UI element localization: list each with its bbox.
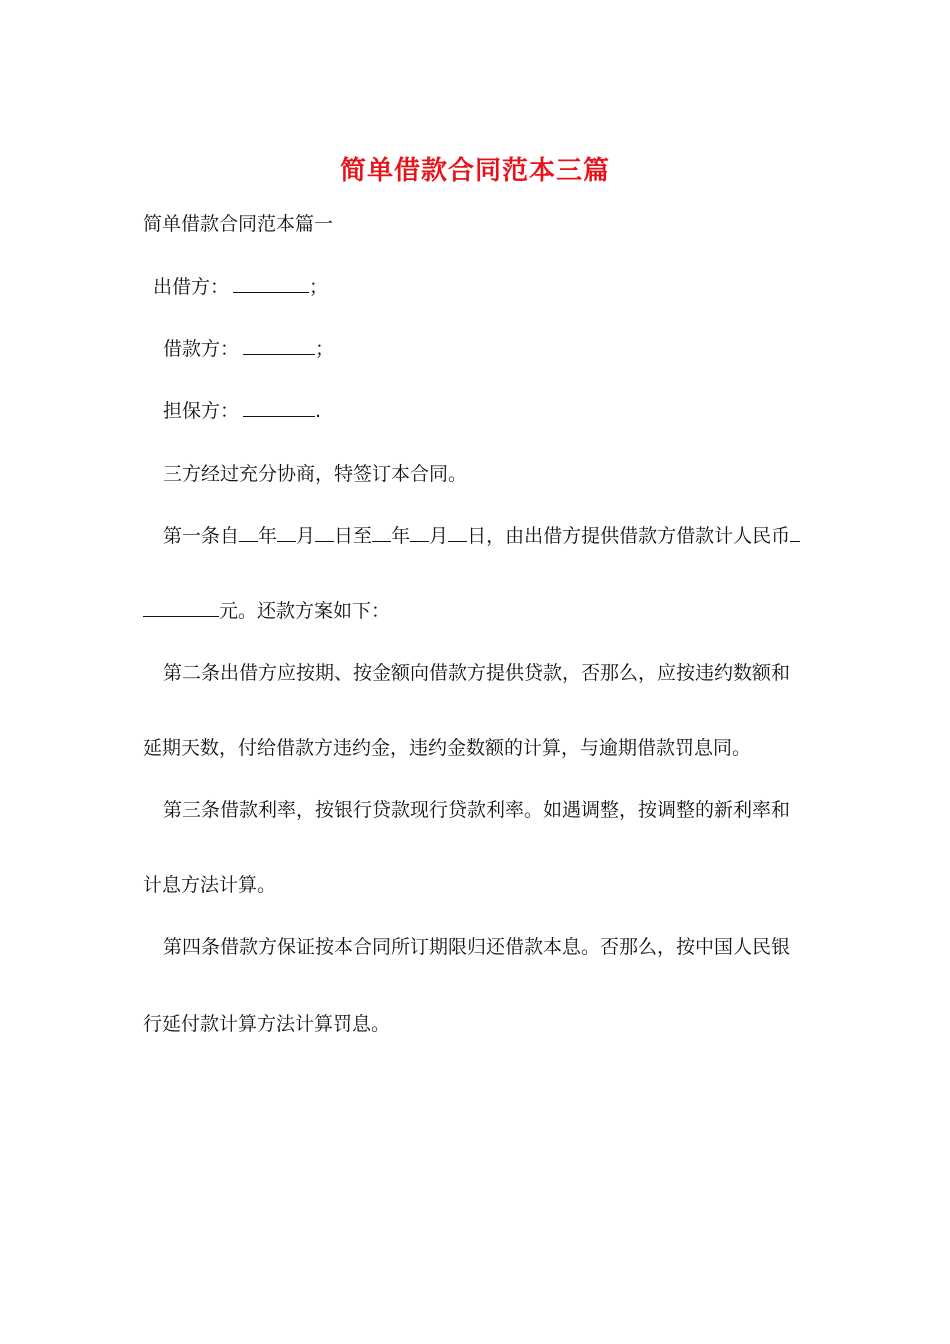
article1-line1 (163, 524, 800, 548)
borrower-blank (243, 337, 315, 355)
lender-line (153, 275, 328, 299)
article4-line1: 第四条借款方保证按本合同所订期限归还借款本息。否那么，按中国人民银 (163, 936, 791, 958)
year-blank-2 (372, 524, 391, 542)
lender-label: 出借方： (153, 276, 230, 298)
article1-text-start: 第一条自 (163, 525, 240, 547)
article2-line2: 延期天数，付给借款方违约金，违约金数额的计算，与逾期借款罚息同。 (143, 737, 752, 759)
document-title: 简单借款合同范本三篇 (339, 156, 610, 186)
guarantor-end: . (315, 400, 322, 422)
intro-paragraph: 三方经过充分协商，特签订本合同。 (163, 463, 468, 485)
amount-blank-start (790, 524, 800, 542)
article3-line2: 计息方法计算。 (143, 874, 277, 896)
year-blank-1 (239, 524, 258, 542)
month-label-1: 月 (296, 525, 316, 547)
guarantor-blank (243, 399, 315, 417)
article1-tail: 元。还款方案如下： (219, 600, 391, 622)
borrower-end: ； (315, 338, 335, 360)
section-heading: 简单借款合同范本篇一 (143, 213, 334, 235)
guarantor-label: 担保方： (163, 400, 240, 422)
year-label-1: 年 (258, 525, 278, 547)
article2-line1: 第二条出借方应按期、按金额向借款方提供贷款，否那么，应按违约数额和 (163, 662, 791, 684)
borrower-label: 借款方： (163, 338, 240, 360)
borrower-line (163, 337, 334, 361)
amount-blank (143, 599, 219, 617)
article3-line1: 第三条借款利率，按银行贷款现行贷款利率。如遇调整，按调整的新利率和 (163, 799, 791, 821)
article4-line2: 行延付款计算方法计算罚息。 (143, 1013, 391, 1035)
month-label-2: 月 (429, 525, 449, 547)
lender-blank (233, 275, 309, 293)
day-blank-2 (448, 524, 467, 542)
article1-text-end: 日，由出借方提供借款方借款计人民币 (467, 525, 791, 547)
day-label-1: 日至 (334, 525, 373, 547)
month-blank-1 (277, 524, 296, 542)
article1-line2 (143, 599, 390, 623)
year-label-2: 年 (391, 525, 411, 547)
month-blank-2 (410, 524, 429, 542)
lender-end: ； (309, 276, 329, 298)
day-blank-1 (315, 524, 334, 542)
guarantor-line (163, 399, 321, 423)
